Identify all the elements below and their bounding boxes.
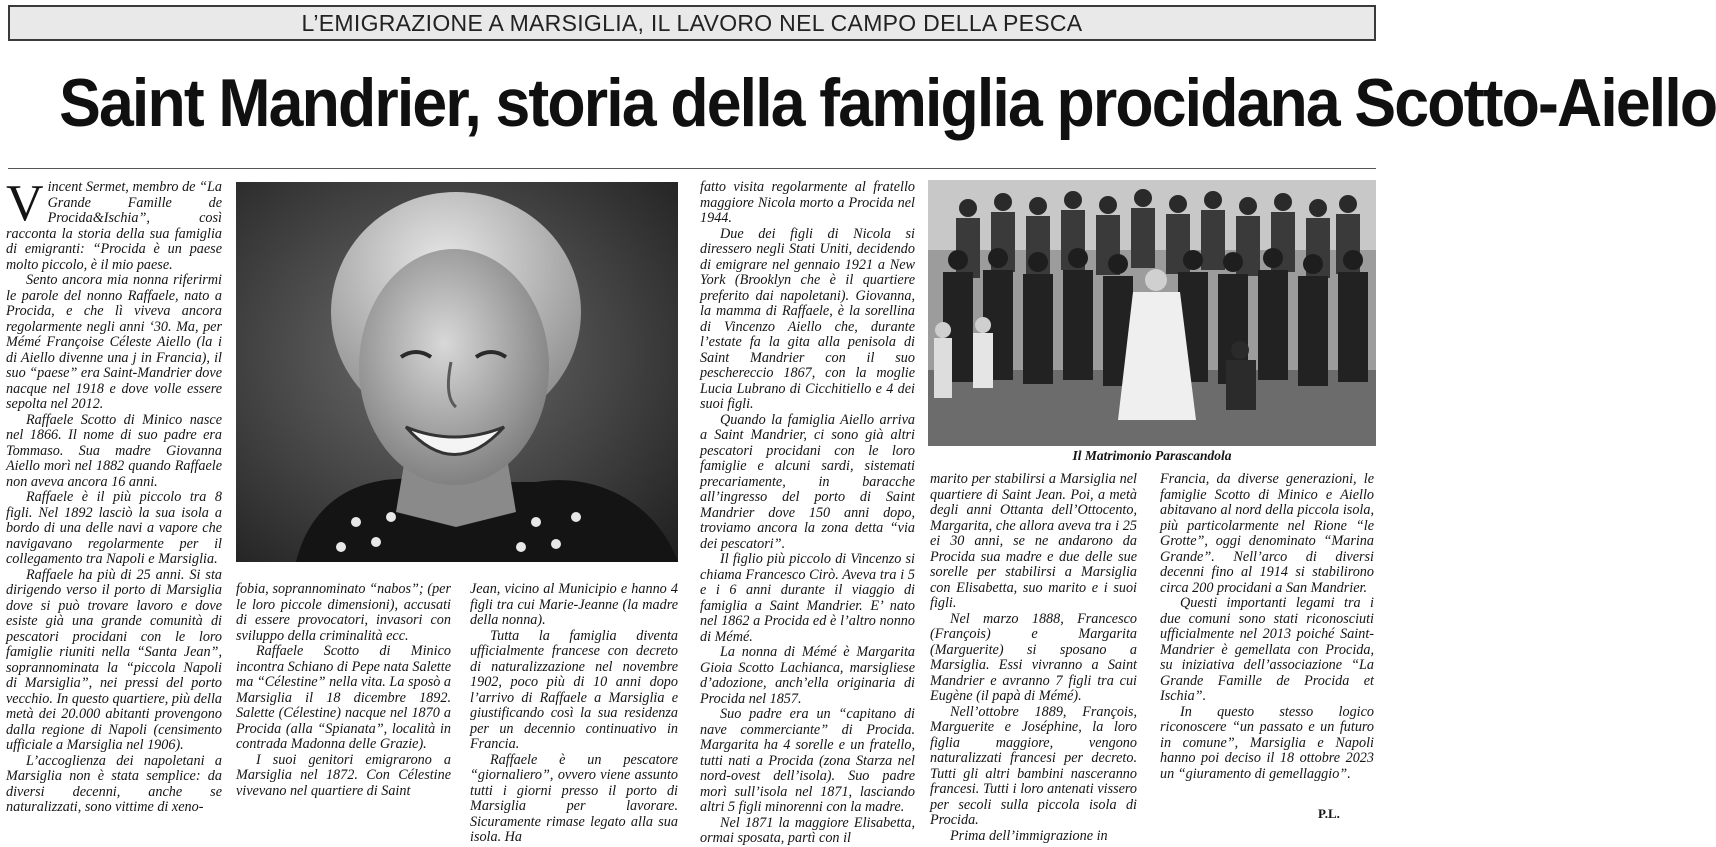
paragraph: Raffaele Scotto di Minico incontra Schiano di Pepe nata Salette ma “Célestine” nella vita. La sposò a Marsiglia il 18 dicembre 1892. Salette (Célestine) nacque nel 1870 a Procida (alla “Spianata”, località in contrada Madonna delle Grazie). xyxy=(236,643,451,752)
paragraph: Nel 1871 la maggiore Elisabetta, ormai sposata, partì con il xyxy=(700,814,915,846)
section-kicker: L’EMIGRAZIONE A MARSIGLIA, IL LAVORO NEL CAMPO DELLA PESCA xyxy=(8,5,1376,41)
portrait-photo xyxy=(236,182,678,562)
paragraph: Vincent Sermet, membro de “La Grande Famille de Procida&Ischia”, così racconta la storia della sua famiglia di emigranti: “Procida è un paese molto piccolo, è il mio paese. xyxy=(6,175,222,273)
paragraph: Il figlio più piccolo di Vincenzo si chiama Francesco Cirò. Aveva tra i 5 e i 6 anni durante il viaggio di famiglia a Saint Mandrier. E’ nato nel 1862 a Procida ed è l’altro nonno di Mémé. xyxy=(700,551,915,645)
article-column-6 xyxy=(1160,472,1374,802)
paragraph: Due dei figli di Nicola si diressero negli Stati Uniti, decidendo di emigrare nel gennaio 1921 a New York (Brooklyn che è il quartiere preferito dai napoletani). Giovanna, la mamma di Raffaele, è la sorellina di Vincenzo Aiello che, durante l’estate fa la gita alla penisola di Saint Mandrier con il suo peschereccio 1867, con la moglie Lucia Lubrano di Cicchitiello e 4 dei suoi figli. xyxy=(700,225,915,412)
paragraph: Jean, vicino al Municipio e hanno 4 figli tra cui Marie-Jeanne (la madre della nonna). xyxy=(470,581,678,628)
paragraph: fatto visita regolarmente al fratello maggiore Nicola morto a Procida nel 1944. xyxy=(700,179,915,226)
paragraph: Nel marzo 1888, Francesco (François) e Margarita (Marguerite) si sposano a Marsiglia. Essi vivranno a Saint Mandrier e avranno 7 figli tra cui Eugène (il papà di Mémé). xyxy=(930,610,1137,704)
paragraph: Raffaele è un pescatore “giornaliero”, ovvero viene assunto tutti i giorni presso il porto di Marsiglia per lavorare. Sicuramente rimase legato alla sua isola. Ha xyxy=(470,751,678,845)
page-title: Saint Mandrier, storia della famiglia procidana Scotto-Aiello xyxy=(59,65,1716,141)
headline-divider xyxy=(8,168,1376,169)
article-column-2 xyxy=(236,582,451,830)
paragraph: In questo stesso logico riconoscere “un passato e un futuro in comune”, Marsiglia e Napoli hanno poi deciso il 18 ottobre 2023 un “giuramento di gemellaggio”. xyxy=(1160,703,1374,782)
paragraph: Questi importanti legami tra i due comuni sono stati riconosciuti ufficialmente nel 2013 poiché Saint-Mandrier è gemellata con Procida, su iniziativa dell’associazione “La Grande Famille de Procida et Ischia”. xyxy=(1160,595,1374,704)
paragraph: Raffaele Scotto di Minico nasce nel 1866. Il nome di suo padre era Tommaso. Sua madre Giovanna Aiello morì nel 1882 quando Raffaele non aveva ancora 16 anni. xyxy=(6,411,222,490)
drop-cap: V xyxy=(6,175,44,232)
paragraph: Francia, da diverse generazioni, le famiglie Scotto di Minico e Aiello abitavano al nord della piccola isola, più particolarmente nel Rione “le Grotte”, oggi denominato “Marina Grande”. Nell’arco di diversi decenni fino al 1914 si stabilirono circa 200 procidani a San Mandrier. xyxy=(1160,471,1374,596)
paragraph: Quando la famiglia Aiello arriva a Saint Mandrier, ci sono già altri pescatori procidani con le loro famiglie e alcuni sardi, sistemati precariamente, in baracche all’ingresso del porto di Saint Mandrier dove 150 anni dopo, troviamo ancora la zona detta “via dei pescatori”. xyxy=(700,411,915,552)
portrait-image xyxy=(236,182,678,562)
paragraph: Raffaele è il più piccolo tra 8 figli. Nel 1892 lasciò la sua isola a bordo di una delle navi a vapore che navigavano regolarmente per il collegamento tra Napoli e Marsiglia. xyxy=(6,489,222,567)
photo-caption: Il Matrimonio Parascandola xyxy=(1072,448,1232,463)
paragraph: L’accoglienza dei napoletani a Marsiglia non è stata semplice: da diversi decenni, anche se naturalizzati, sono vittime di xeno- xyxy=(6,752,222,815)
paragraph: Nell’ottobre 1889, François, Marguerite e Joséphine, la loro figlia maggiore, vengono naturalizzati francesi per decreto. Tutti gli altri bambini nasceranno francesi. Tutti i loro antenati vissero per secoli sulla piccola isola di Procida. xyxy=(930,703,1137,828)
wedding-group-photo xyxy=(928,180,1376,446)
paragraph: Tutta la famiglia diventa ufficialmente francese con decreto di naturalizzazione nel novembre 1902, poco più di 10 anni dopo l’arrivo di Raffaele a Marsiglia e giustificando così la sua residenza per un decennio continuativo in Francia. xyxy=(470,627,678,752)
paragraph: fobia, soprannominato “nabos”; (per le loro piccole dimensioni), accusati di essere provocatori, invasori con sviluppo della criminalità ecc. xyxy=(236,581,451,644)
paragraph: Sento ancora mia nonna riferirmi le parole del nonno Raffaele, nato a Procida, e che lì viveva ancora regolarmente negli anni ‘30. Ma, per Mémé Françoise Céleste Aiello (la i di Aiello divenne una j in Francia), il suo “paese” era Saint-Mandrier dove nacque nel 1918 e dove volle essere sepolta nel 2012. xyxy=(6,272,222,412)
paragraph: I suoi genitori emigrarono a Marsiglia nel 1872. Con Célestine vivevano nel quartiere di Saint xyxy=(236,751,451,799)
paragraph: marito per stabilirsi a Marsiglia nel quartiere di Saint Jean. Poi, a metà degli anni Ottanta dell’Ottocento, Margarita, che allora aveva tra i 25 ei 30 anni, se ne andarono da Procida sua madre e due delle sue sorelle per stabilirsi a Marsiglia con Elisabetta, suo marito e i suoi figli. xyxy=(930,471,1137,611)
author-signature: P.L. xyxy=(1318,806,1340,821)
paragraph: La nonna di Mémé è Margarita Gioia Scotto Lachianca, marsigliese d’adozione, anch’ella originaria di Procida nel 1857. xyxy=(700,644,915,707)
article-column-4 xyxy=(700,179,915,846)
article-column-1 xyxy=(6,175,222,830)
paragraph: Prima dell’immigrazione in xyxy=(950,827,1108,844)
article-column-3 xyxy=(470,581,678,845)
article-column-5 xyxy=(930,471,1137,844)
wedding-group-image xyxy=(928,180,1376,446)
paragraph: Raffaele ha più di 25 anni. Si sta dirigendo verso il porto di Marsiglia dove si può trovare lavoro e dove esiste già una grande comunità di pescatori procidani con le loro famiglie riuniti nella “Santa Jean”, soprannominata la “piccola Napoli di Marsiglia”, nei pressi del porto vecchio. In questo quartiere, più della metà dei 20.000 abitanti provengono dalla regione di Napoli (censimento ufficiale a Marsiglia nel 1906). xyxy=(6,566,222,753)
paragraph: Suo padre era un “capitano di nave commerciante” di Procida. Margarita ha 4 sorelle e un fratello, tutti nati a Procida (zona Starza nel nord-ovest dell’isola). Suo padre morì sull’isola nel 1871, lasciando altri 5 figli minorenni con la madre. xyxy=(700,706,915,815)
